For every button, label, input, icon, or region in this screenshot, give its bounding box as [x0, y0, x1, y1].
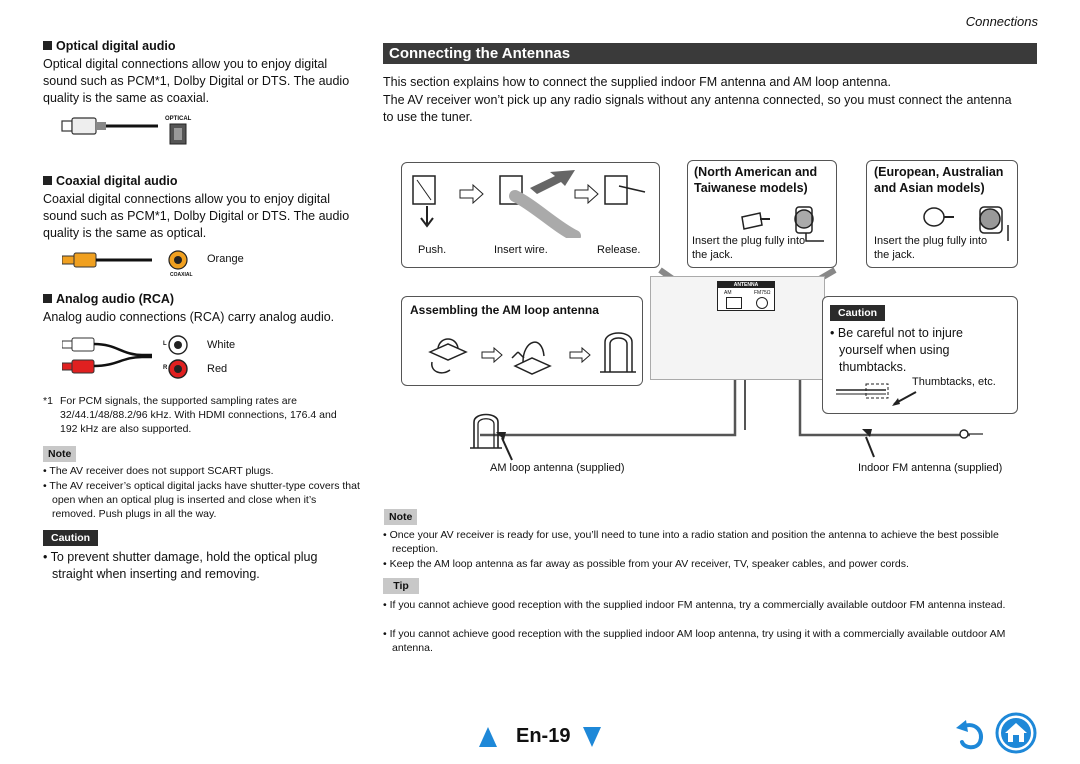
na-caption: Insert the plug fully into the jack. — [692, 235, 806, 261]
right-note-label: Note — [384, 509, 417, 525]
antenna-panel-block — [717, 281, 775, 311]
right-caution-label: Caution — [830, 305, 885, 321]
intro-text-2: The AV receiver won’t pick up any radio signals without any antenna connected, so you must connect the antenna to use the tuner. — [383, 93, 1012, 124]
step-insert: Insert wire. — [494, 244, 548, 256]
thumbtack-label: Thumbtacks, etc. — [912, 376, 996, 388]
receiver-panel — [650, 276, 825, 380]
return-arrow-icon — [954, 718, 986, 752]
r-label: R — [163, 365, 168, 371]
home-button[interactable] — [995, 712, 1037, 754]
coaxial-heading: Coaxial digital audio — [43, 174, 178, 188]
left-note-item: • The AV receiver’s optical digital jacks have shutter-type covers that open when an optical plug is inserted and close when it’s removed. Push plugs in all the way. — [43, 480, 360, 520]
rca-cable-illustration — [62, 333, 192, 381]
left-note-label: Note — [43, 446, 76, 462]
triangle-down-icon — [582, 726, 602, 748]
am-assembly-title: Assembling the AM loop antenna — [410, 303, 599, 317]
am-assembly-illustration — [410, 322, 638, 382]
analog-text: Analog audio connections (RCA) carry analog audio. — [43, 310, 335, 324]
tip-label: Tip — [383, 578, 419, 594]
optical-jack-label: OPTICAL — [165, 116, 192, 122]
square-bullet-icon — [43, 41, 52, 50]
tip-item: • If you cannot achieve good reception with the supplied indoor AM loop antenna, try using it with a commercially available outdoor AM antenna. — [383, 628, 1006, 654]
right-note-item: • Keep the AM loop antenna as far away as possible from your AV receiver, TV, speaker cables, and power cords. — [383, 558, 909, 570]
orange-label: Orange — [207, 253, 244, 265]
optical-text: Optical digital connections allow you to enjoy digital sound such as PCM*1, Dolby Digital or DTS. The audio quality is the same as coaxial. — [43, 57, 350, 105]
fm-jack — [756, 297, 768, 309]
footnote-text: For PCM signals, the supported sampling rates are 32/44.1/48/88.2/96 kHz. With HDMI connections, 176.4 and 192 kHz are also supported. — [60, 395, 337, 435]
page-number: En-19 — [516, 725, 571, 747]
footnote-mark: *1 — [43, 395, 53, 407]
push-insert-release-illustration — [405, 166, 655, 238]
coaxial-text: Coaxial digital connections allow you to enjoy digital sound such as PCM*1, Dolby Digital or DTS. The audio quality is the same as optical. — [43, 192, 350, 240]
square-bullet-icon — [43, 294, 52, 303]
analog-heading: Analog audio (RCA) — [43, 292, 174, 306]
prev-page-button[interactable] — [478, 726, 498, 748]
left-caution-text: • To prevent shutter damage, hold the optical plug straight when inserting and removing. — [43, 550, 318, 581]
page-title: Connecting the Antennas — [383, 43, 1037, 64]
fm-antenna-label: Indoor FM antenna (supplied) — [858, 462, 1003, 474]
l-label: L — [163, 341, 167, 347]
eu-models-title: (European, Australian and Asian models) — [874, 165, 1004, 195]
coaxial-cable-illustration — [62, 248, 192, 274]
na-models-title: (North American and Taiwanese models) — [694, 165, 818, 195]
red-label: Red — [207, 363, 228, 375]
intro-text-1: This section explains how to connect the supplied indoor FM antenna and AM loop antenna. — [383, 75, 891, 89]
antenna-label: ANTENNA — [718, 282, 774, 288]
am-terminal — [726, 297, 742, 309]
am-loop-label: AM loop antenna (supplied) — [490, 462, 625, 474]
am-loop-antenna-icon — [468, 408, 518, 464]
square-bullet-icon — [43, 176, 52, 185]
step-push: Push. — [418, 244, 447, 256]
triangle-up-icon — [478, 726, 498, 748]
coaxial-jack-label: COAXIAL — [170, 272, 193, 278]
optical-heading: Optical digital audio — [43, 39, 175, 53]
right-note-item: • Once your AV receiver is ready for use, you’ll need to tune into a radio station and position the antenna to achieve the best possible reception. — [383, 529, 999, 555]
back-button[interactable] — [954, 718, 986, 752]
left-note-item: • The AV receiver does not support SCART plugs. — [43, 465, 274, 477]
fm-antenna-icon — [860, 425, 985, 463]
right-caution-text: • Be careful not to injure yourself when using thumbtacks. — [830, 326, 963, 374]
home-icon — [995, 712, 1037, 754]
tip-item: • If you cannot achieve good reception with the supplied indoor FM antenna, try a commercially available outdoor FM antenna instead. — [383, 599, 1006, 611]
fm-label: FM75Ω — [754, 290, 771, 296]
next-page-button[interactable] — [582, 726, 602, 748]
left-caution-label: Caution — [43, 530, 98, 546]
eu-caption: Insert the plug fully into the jack. — [874, 235, 988, 261]
white-label: White — [207, 339, 236, 351]
section-header: Connections — [965, 14, 1038, 29]
step-release: Release. — [597, 244, 641, 256]
am-label: AM — [724, 290, 732, 296]
